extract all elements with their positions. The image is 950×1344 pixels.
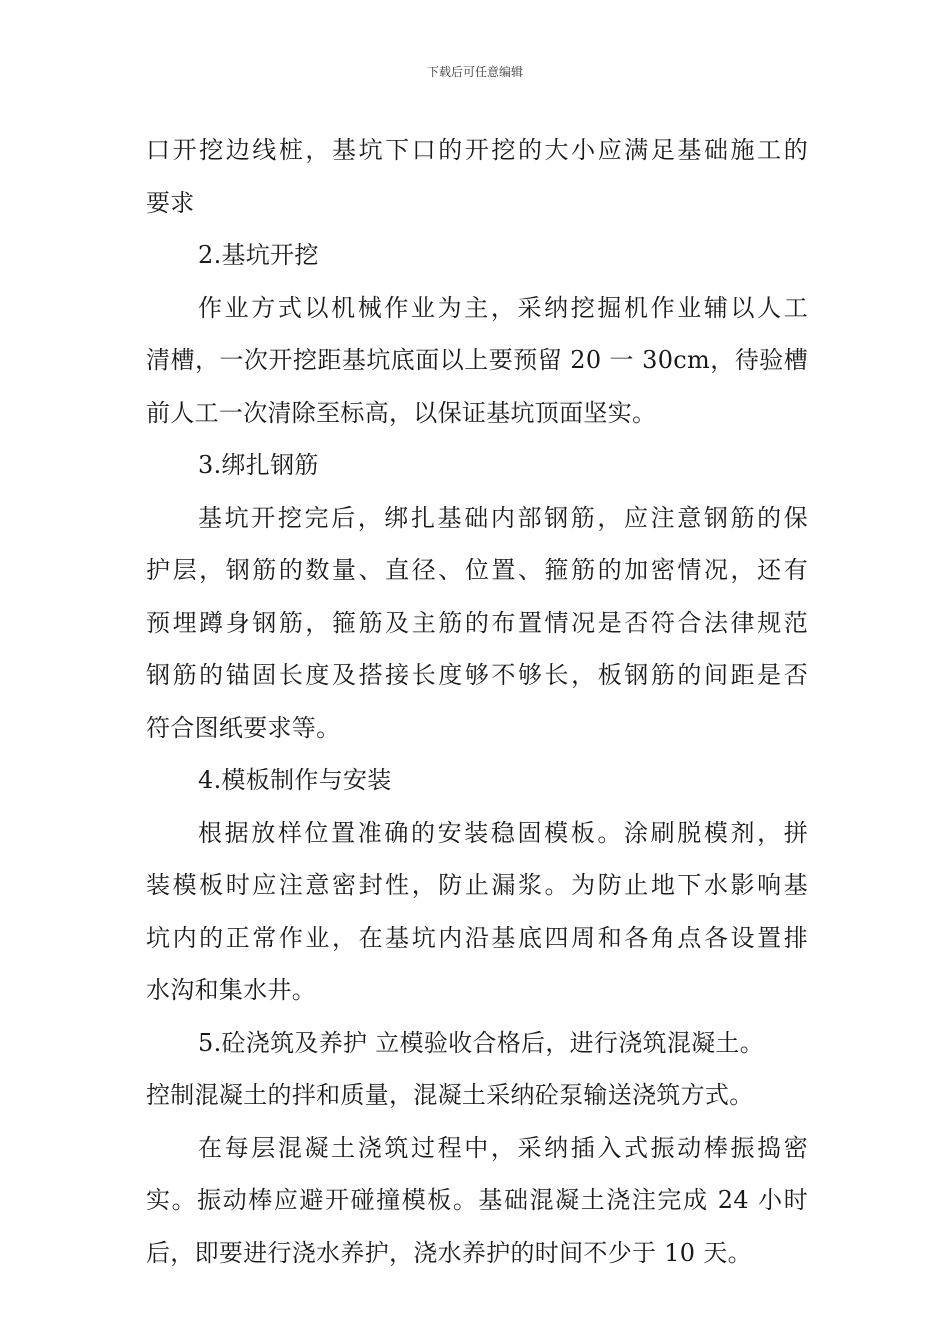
- section-heading: 3.绑扎钢筋: [198, 451, 319, 479]
- text-line: 控制混凝土的拌和质量，混凝土采纳砼泵输送浇筑方式。: [146, 1081, 754, 1109]
- text-line: 预埋蹲身钢筋，箍筋及主筋的布置情况是否符合法律规范: [146, 608, 808, 637]
- text-line: 清槽，一次开挖距基坑底面以上要预留 20 一 30cm，待验槽: [146, 346, 808, 374]
- text-line: 钢筋的锚固长度及搭接长度够不够长，板钢筋的间距是否: [146, 661, 808, 689]
- section-heading: 4.模板制作与安装: [198, 766, 392, 794]
- text-line: 作业方式以机械作业为主，采纳挖掘机作业辅以人工: [198, 293, 808, 322]
- text-line: 在每层混凝土浇筑过程中，采纳插入式振动棒振捣密: [198, 1133, 808, 1162]
- text-line: 符合图纸要求等。: [146, 713, 341, 742]
- section-heading: 2.基坑开挖: [198, 241, 319, 269]
- section-heading: 5.砼浇筑及养护 立模验收合格后，进行浇筑混凝土。: [198, 1028, 765, 1057]
- text-line: 根据放样位置准确的安装稳固模板。涂刷脱模剂，拼: [198, 818, 808, 847]
- text-line: 要求: [146, 188, 195, 217]
- page-header: 下载后可任意编辑: [426, 65, 523, 79]
- text-line: 装模板时应注意密封性，防止漏浆。为防止地下水影响基: [146, 871, 808, 899]
- text-line: 基坑开挖完后，绑扎基础内部钢筋，应注意钢筋的保: [198, 503, 808, 532]
- document-body: [146, 124, 808, 1279]
- text-line: 护层，钢筋的数量、直径、位置、箍筋的加密情况，还有: [146, 556, 808, 584]
- text-line: 口开挖边线桩，基坑下口的开挖的大小应满足基础施工的: [146, 136, 808, 164]
- text-line: 前人工一次清除至标高，以保证基坑顶面坚实。: [146, 398, 657, 427]
- text-line: 后，即要进行浇水养护，浇水养护的时间不少于 10 天。: [146, 1238, 752, 1267]
- text-line: 坑内的正常作业，在基坑内沿基底四周和各角点各设置排: [146, 923, 808, 952]
- text-line: 水沟和集水井。: [146, 976, 317, 1004]
- text-line: 实。振动棒应避开碰撞模板。基础混凝土浇注完成 24 小时: [146, 1186, 808, 1214]
